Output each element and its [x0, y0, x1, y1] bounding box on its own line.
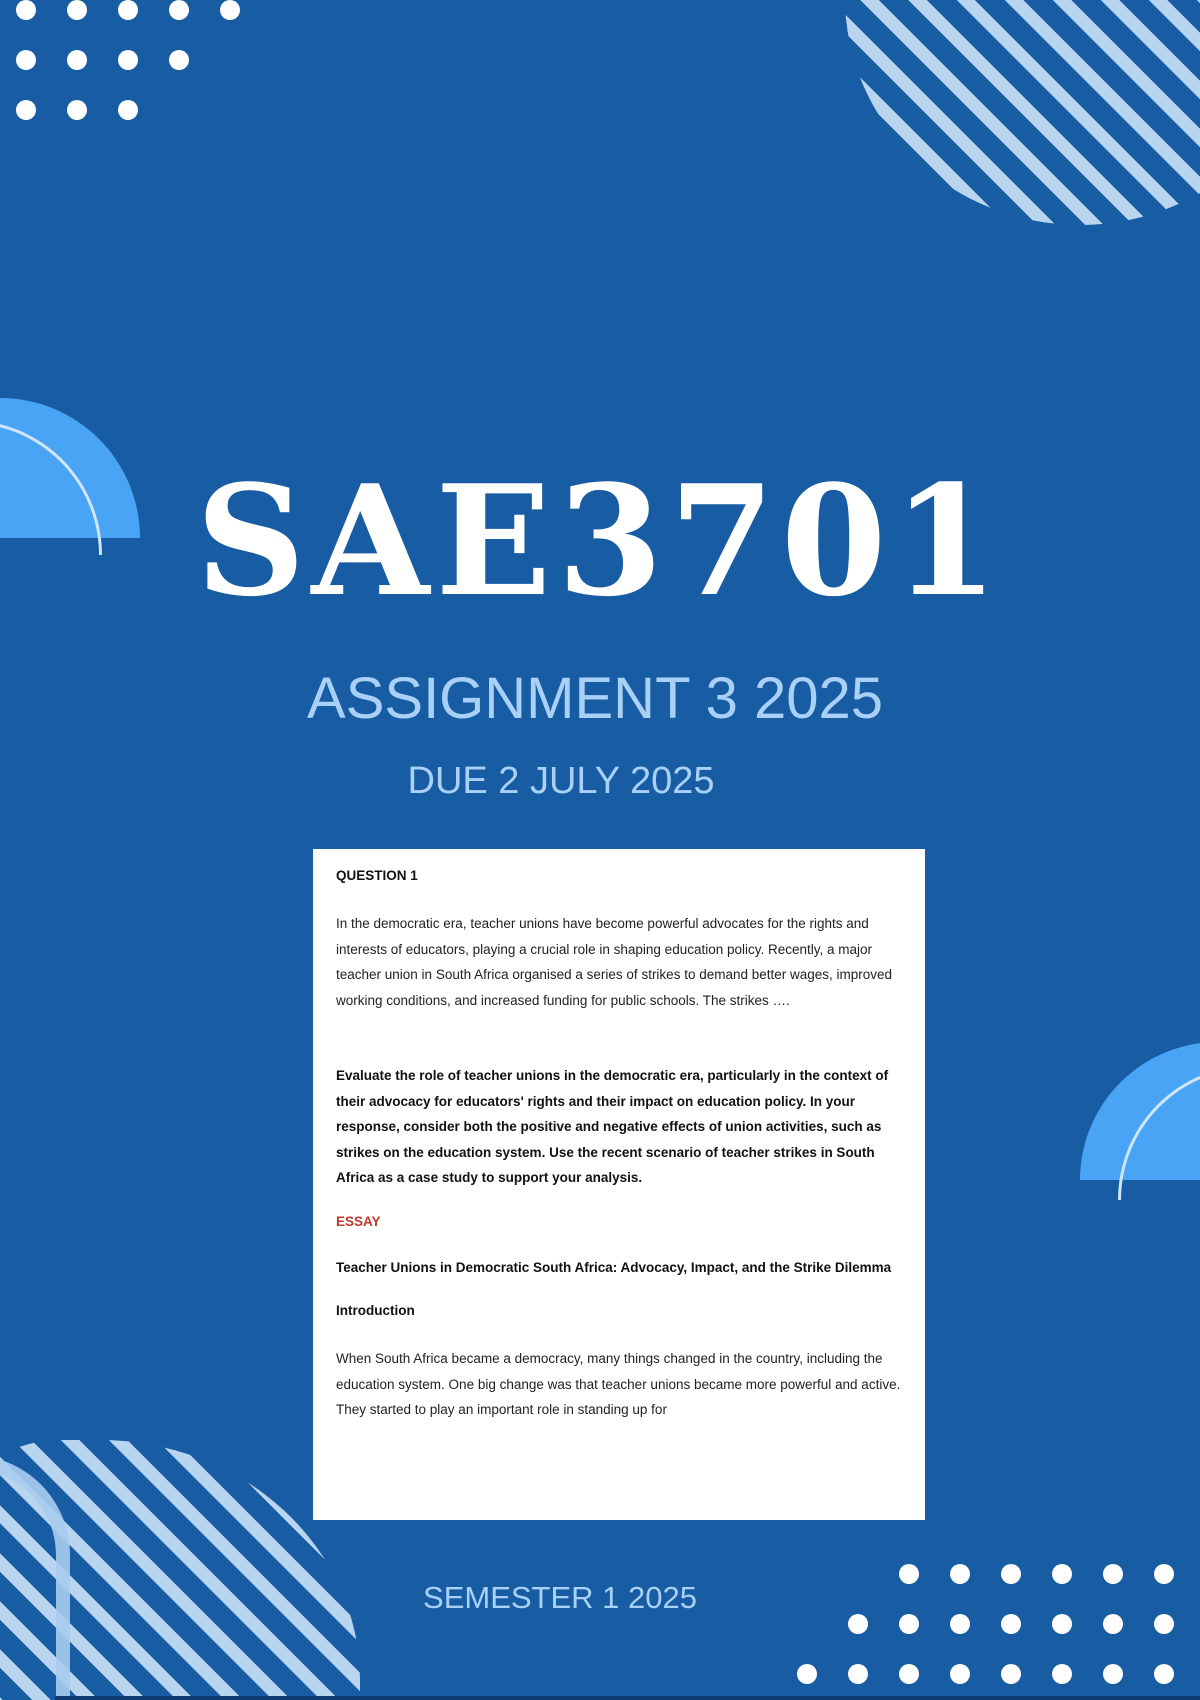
dot	[899, 1614, 919, 1634]
dot	[16, 0, 36, 20]
dot	[1154, 1564, 1174, 1584]
dot	[1052, 1664, 1072, 1684]
dot	[797, 1664, 817, 1684]
question-scenario-text: In the democratic era, teacher unions have become powerful advocates for the rights and interests of educators, playing a crucial role in shaping education policy. Recently, a major teacher union in South Africa organised a series of strikes to demand better wages, improved working conditions, and increased funding for public schools. The strikes ….	[336, 916, 893, 1008]
dot	[1154, 1664, 1174, 1684]
dot	[67, 50, 87, 70]
essay-title: Teacher Unions in Democratic South Africa: Advocacy, Impact, and the Strike Dilemma	[336, 1259, 892, 1275]
assignment-title: ASSIGNMENT 3 2025	[307, 666, 883, 731]
introduction-text: When South Africa became a democracy, many things changed in the country, including the education system. One big change was that teacher unions became more powerful and active. They started to play an important role in standing up for	[336, 1351, 901, 1417]
dot	[950, 1564, 970, 1584]
dot	[848, 1664, 868, 1684]
document-preview-card	[313, 849, 925, 1520]
dot	[1103, 1664, 1123, 1684]
essay-label: ESSAY	[336, 1213, 381, 1229]
dot	[1154, 1614, 1174, 1634]
dot	[16, 100, 36, 120]
dot	[899, 1664, 919, 1684]
introduction-heading: Introduction	[336, 1303, 415, 1318]
dot	[220, 0, 240, 20]
dot	[848, 1614, 868, 1634]
dot	[169, 50, 189, 70]
dot-grid-bottom-right	[790, 1564, 1200, 1700]
semester-label: SEMESTER 1 2025	[423, 1580, 697, 1615]
bottom-rule	[55, 1696, 1200, 1700]
dot	[67, 0, 87, 20]
dot	[169, 0, 189, 20]
due-date: DUE 2 JULY 2025	[407, 760, 715, 802]
dot	[1103, 1614, 1123, 1634]
dot	[1001, 1664, 1021, 1684]
course-code: SAE3701	[195, 451, 1005, 630]
dot	[1001, 1564, 1021, 1584]
striped-circle-decoration	[845, 0, 1200, 225]
dot	[118, 50, 138, 70]
dot	[16, 50, 36, 70]
dot	[118, 0, 138, 20]
dot	[950, 1614, 970, 1634]
dot	[1052, 1614, 1072, 1634]
dot	[118, 100, 138, 120]
dot	[1052, 1564, 1072, 1584]
dot	[1103, 1564, 1123, 1584]
dot-grid-top-left	[0, 0, 260, 130]
question-prompt-text: Evaluate the role of teacher unions in the democratic era, particularly in the context of their advocacy for educators' rights and their impact on education policy. In your response, consider both the positive and negative effects of union activities, such as strikes on the education system. Use the recent scenario of teacher strikes in South Africa as a case study to support your analysis.	[336, 1068, 889, 1185]
dot	[899, 1564, 919, 1584]
dot	[950, 1664, 970, 1684]
dot	[1001, 1614, 1021, 1634]
question-heading: QUESTION 1	[336, 868, 418, 883]
dot	[67, 100, 87, 120]
